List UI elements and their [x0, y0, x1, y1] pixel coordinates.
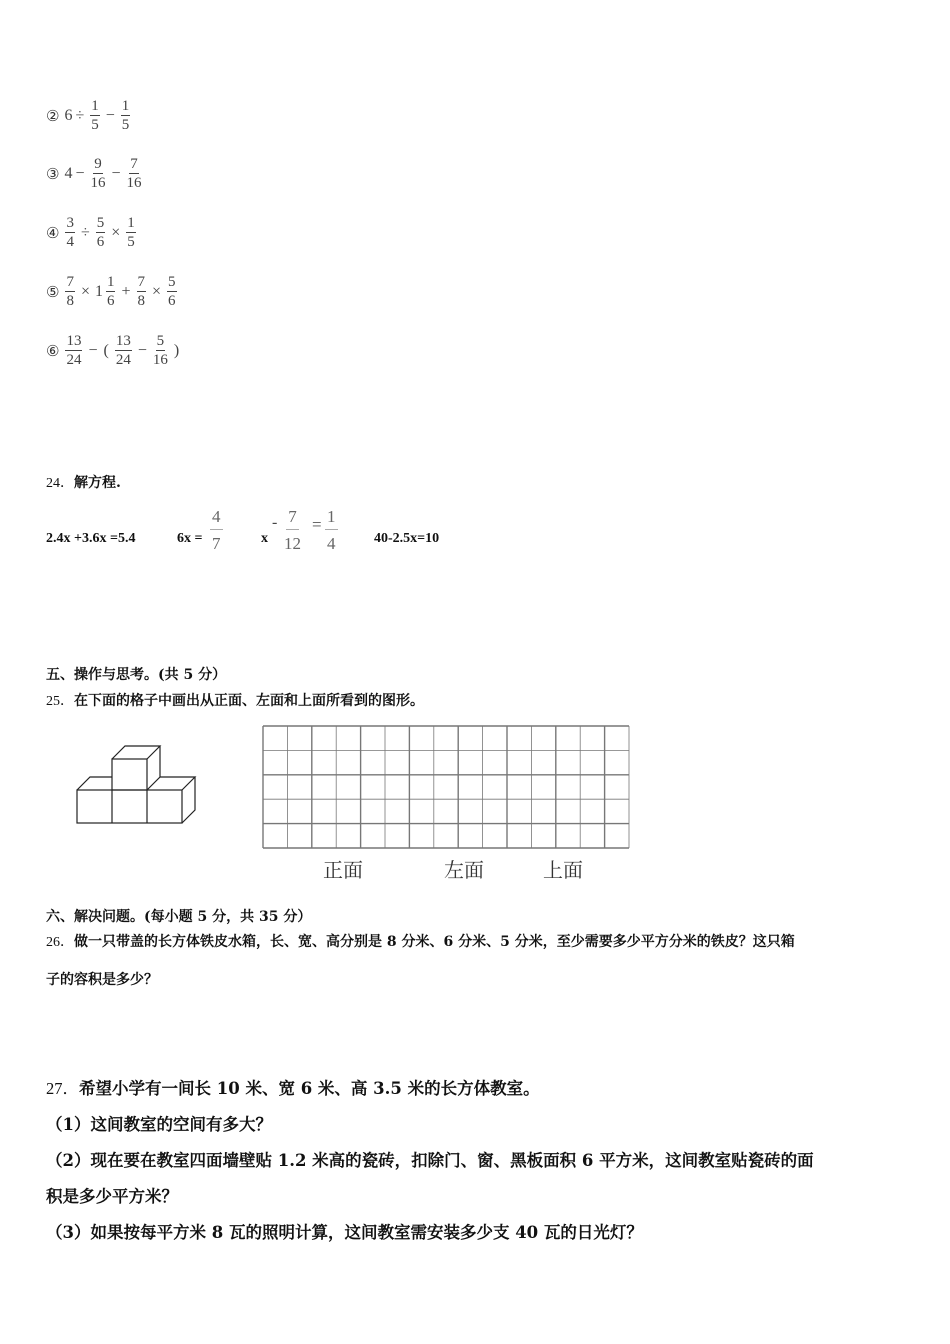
- drawing-grid[interactable]: [262, 725, 630, 849]
- q27-part-1: （1）这间教室的空间有多大？: [46, 1115, 272, 1134]
- fraction: [115, 333, 132, 368]
- operator: ÷: [75, 106, 85, 124]
- fraction-numerator: 7: [66, 274, 74, 290]
- fraction: [126, 215, 136, 250]
- fraction: [153, 333, 168, 368]
- section-6-heading: 六、解决问题。(每小题 5 分，共 35 分）: [46, 909, 312, 925]
- top-cube-front: [112, 759, 147, 790]
- q27-part-3: （3）如果按每平方米 8 瓦的照明计算，这间教室需安装多少支 40 瓦的日光灯？: [46, 1223, 643, 1242]
- equation-4: 40-2.5x=10: [374, 531, 440, 546]
- q24-heading: [46, 472, 121, 492]
- operator: −: [137, 341, 147, 359]
- fraction-denominator: 16: [126, 175, 142, 191]
- fraction-numerator: 13: [115, 333, 131, 349]
- expression-6: [46, 333, 182, 368]
- fraction-numerator: 1: [106, 274, 115, 290]
- q26-text-2: 子的容积是多少？: [46, 972, 158, 988]
- number: 6: [64, 106, 73, 124]
- q27-part-2-line-1: （2）现在要在教室四面墙壁贴 1.2 米高的瓷砖，扣除门、窗、黑板面积 6 平方米，这间教室贴瓷砖的面: [46, 1151, 814, 1170]
- q24-number: 24．: [46, 476, 74, 491]
- equation-1: 2.4x +3.6x =5.4: [46, 531, 136, 546]
- q27-part-2-line-2: 积是多少平方米？: [46, 1187, 178, 1206]
- fraction-denominator: 5: [127, 234, 135, 250]
- label-front-view: 正面: [323, 858, 363, 882]
- equation-3-x: x: [261, 531, 268, 546]
- operator: −: [88, 341, 98, 359]
- fraction-denominator: 8: [137, 293, 146, 309]
- bottom-row-front: [77, 790, 182, 823]
- fraction-numerator: 1: [121, 98, 130, 114]
- fraction: [65, 215, 75, 250]
- fraction-denominator: 6: [106, 293, 115, 309]
- operator: −: [111, 164, 121, 182]
- q25-number: 25．: [46, 694, 74, 709]
- label-top-view: 上面: [543, 858, 583, 882]
- q27-title: 希望小学有一间长 10 米、宽 6 米、高 3.5 米的长方体教室。: [79, 1079, 540, 1098]
- operator: (: [103, 341, 109, 359]
- fraction-numerator: 9: [94, 156, 102, 172]
- operator: +: [121, 282, 131, 300]
- operator: ÷: [80, 223, 90, 241]
- q27-number: 27．: [46, 1079, 79, 1098]
- expression-marker: ④: [46, 223, 60, 242]
- top-cube-top: [112, 746, 160, 759]
- fraction: [90, 156, 105, 191]
- fraction-denominator: 16: [152, 352, 168, 368]
- q26-text-1: 做一只带盖的长方体铁皮水箱，长、宽、高分别是 8 分米、6 分米、5 分米，至少需要多少平方分米的铁皮？这只箱: [74, 934, 795, 950]
- fraction-denominator: 4: [66, 234, 74, 250]
- fraction-numerator: 5: [96, 215, 105, 231]
- fraction-numerator: 5: [156, 333, 165, 349]
- q25-text: 在下面的格子中画出从正面、左面和上面所看到的图形。: [74, 693, 424, 709]
- fraction-denominator: 16: [90, 175, 106, 191]
- section-5-heading: 五、操作与思考。(共 5 分）: [46, 667, 227, 683]
- fraction-denominator: 5: [121, 117, 130, 133]
- q26-line-1: [46, 931, 916, 951]
- operator: ×: [80, 282, 90, 300]
- equation-3-equals: =: [312, 515, 322, 534]
- expression-marker: ⑥: [46, 341, 60, 360]
- fraction-denominator: 8: [66, 293, 74, 309]
- fraction-numerator: 4: [210, 507, 223, 530]
- equation-3-fraction-1: [284, 507, 301, 554]
- fraction-numerator: 7: [130, 156, 138, 172]
- fraction: [106, 274, 116, 309]
- expression-5: [46, 274, 180, 309]
- fraction-numerator: 1: [325, 507, 338, 530]
- expression-marker: ②: [46, 106, 60, 125]
- bottom-row-top-left: [77, 777, 112, 790]
- q27-title-line: [46, 1075, 540, 1099]
- fraction-numerator: 13: [66, 333, 82, 349]
- operator: ×: [152, 282, 162, 300]
- fraction-denominator: 6: [168, 293, 176, 309]
- equation-3-minus: -: [272, 514, 278, 531]
- expression-marker: ③: [46, 164, 60, 183]
- q24-title: 解方程.: [74, 475, 121, 491]
- fraction: [90, 98, 100, 133]
- bottom-row-top-right: [160, 777, 195, 790]
- fraction: [167, 274, 177, 309]
- operator: ×: [111, 223, 121, 241]
- q25-line: [46, 690, 424, 710]
- fraction-denominator: 24: [115, 352, 131, 368]
- fraction-numerator: 7: [286, 507, 299, 530]
- equation-2-fraction: [210, 507, 223, 554]
- fraction-numerator: 3: [66, 215, 74, 231]
- fraction-denominator: 24: [66, 352, 82, 368]
- fraction-numerator: 5: [168, 274, 176, 290]
- fraction-denominator: 5: [91, 117, 99, 133]
- equation-2-lhs: 6x =: [177, 531, 203, 546]
- fraction: [127, 156, 142, 191]
- equation-3-fraction-2: [325, 507, 338, 554]
- operator: −: [105, 106, 115, 124]
- fraction-numerator: 1: [127, 215, 135, 231]
- fraction-denominator: 12: [284, 534, 301, 553]
- operator: −: [75, 164, 85, 182]
- expression-marker: ⑤: [46, 282, 60, 301]
- fraction-denominator: 6: [96, 234, 105, 250]
- operator: ): [173, 341, 180, 359]
- fraction: [137, 274, 147, 309]
- expression-4: [46, 215, 139, 250]
- fraction: [96, 215, 106, 250]
- number: 1: [94, 282, 103, 300]
- expression-3: [46, 156, 145, 191]
- fraction: [121, 98, 131, 133]
- fraction-denominator: 4: [327, 534, 336, 553]
- q26-number: 26．: [46, 935, 74, 950]
- cube-figure: [70, 740, 200, 830]
- fraction: [65, 333, 82, 368]
- fraction-denominator: 7: [212, 534, 221, 553]
- fraction-numerator: 7: [137, 274, 146, 290]
- label-left-view: 左面: [444, 858, 484, 882]
- fraction: [65, 274, 75, 309]
- number: 4: [64, 164, 73, 182]
- fraction-numerator: 1: [91, 98, 99, 114]
- expression-2: [46, 98, 133, 133]
